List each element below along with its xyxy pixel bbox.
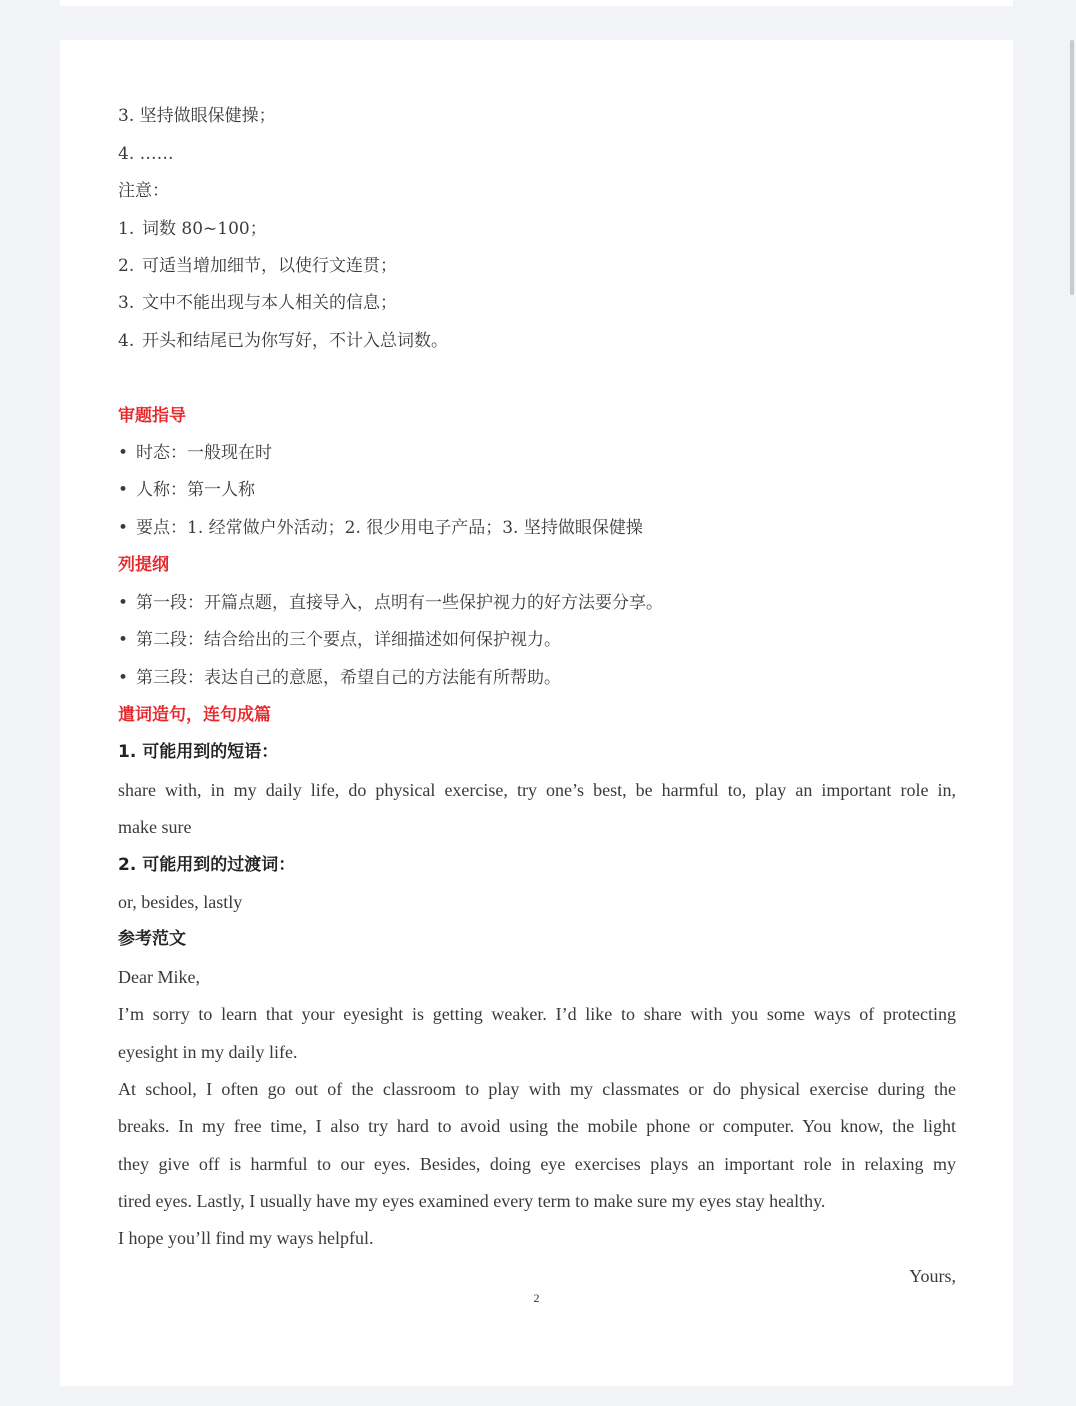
sample-closing: Yours,: [909, 1266, 956, 1286]
sample-line: they give off is harmful to our eyes. Besides, doing eye exercises plays an important role in relaxing my: [118, 1154, 956, 1174]
sample-greeting: Dear Mike,: [118, 967, 200, 987]
bullet-dot: •: [118, 480, 129, 500]
bullet-dot: •: [118, 593, 129, 613]
guidance-bullet: [118, 479, 255, 501]
note-text: 开头和结尾已为你写好，不计入总词数。: [142, 331, 448, 351]
document-page: [60, 40, 1013, 1386]
sample-line: tired eyes. Lastly, I usually have my eyes examined every term to make sure my eyes stay healthy.: [118, 1191, 826, 1211]
guidance-bullet-text: 人称：第一人称: [136, 480, 255, 500]
sample-line: At school, I often go out of the classroom to play with my classmates or do physical exercise during the: [118, 1079, 956, 1099]
bullet-dot: •: [118, 443, 129, 463]
bullet-dot: •: [118, 630, 129, 650]
wording-heading: 遣词造句，连句成篇: [118, 705, 271, 725]
notes-title: 注意：: [118, 181, 169, 201]
requirement-item-3: 3. 坚持做眼保健操；: [118, 106, 276, 126]
note-item: [118, 255, 397, 277]
transitions-title: 2. 可能用到的过渡词：: [118, 855, 296, 875]
sample-line: I’m sorry to learn that your eyesight is getting weaker. I’d like to share with you some ways of protecting: [118, 1004, 956, 1024]
previous-page-edge: [60, 0, 1013, 6]
sample-line: I hope you’ll find my ways helpful.: [118, 1228, 374, 1248]
sample-heading: 参考范文: [118, 929, 186, 949]
page-number: 2: [533, 1291, 540, 1305]
bullet-dot: •: [118, 518, 129, 538]
outline-bullet: [118, 667, 561, 689]
note-number: 4.: [118, 331, 135, 351]
guidance-bullet-text: 时态：一般现在时: [136, 443, 272, 463]
outline-bullet: [118, 592, 663, 614]
outline-bullet-text: 第二段：结合给出的三个要点，详细描述如何保护视力。: [136, 630, 561, 650]
note-number: 2.: [118, 256, 135, 276]
bullet-dot: •: [118, 668, 129, 688]
note-item: [118, 218, 267, 240]
guidance-bullet-text: 要点：1. 经常做户外活动；2. 很少用电子产品；3. 坚持做眼保健操: [136, 518, 643, 538]
note-item: [118, 292, 397, 314]
note-text: 可适当增加细节，以使行文连贯；: [142, 256, 397, 276]
phrases-line: share with, in my daily life, do physical exercise, try one’s best, be harmful to, play an important role in,: [118, 780, 956, 800]
outline-bullet-text: 第三段：表达自己的意愿，希望自己的方法能有所帮助。: [136, 668, 561, 688]
note-text: 词数 80~100；: [142, 219, 267, 239]
scrollbar-thumb[interactable]: [1070, 40, 1074, 295]
note-item: [118, 330, 448, 352]
note-text: 文中不能出现与本人相关的信息；: [142, 293, 397, 313]
phrases-title: 1. 可能用到的短语：: [118, 742, 279, 762]
note-number: 3.: [118, 293, 135, 313]
outline-bullet-text: 第一段：开篇点题，直接导入，点明有一些保护视力的好方法要分享。: [136, 593, 663, 613]
transitions-text: or, besides, lastly: [118, 892, 243, 912]
note-number: 1.: [118, 219, 135, 239]
guidance-heading: 审题指导: [118, 406, 186, 426]
outline-heading: 列提纲: [118, 555, 169, 575]
phrases-line: make sure: [118, 817, 192, 837]
guidance-bullet: [118, 517, 643, 539]
guidance-bullet: [118, 442, 272, 464]
sample-line: eyesight in my daily life.: [118, 1042, 298, 1062]
sample-line: breaks. In my free time, I also try hard to avoid using the mobile phone or computer. You know, the light: [118, 1116, 956, 1136]
requirement-item-4: 4. ……: [118, 144, 174, 164]
outline-bullet: [118, 629, 561, 651]
